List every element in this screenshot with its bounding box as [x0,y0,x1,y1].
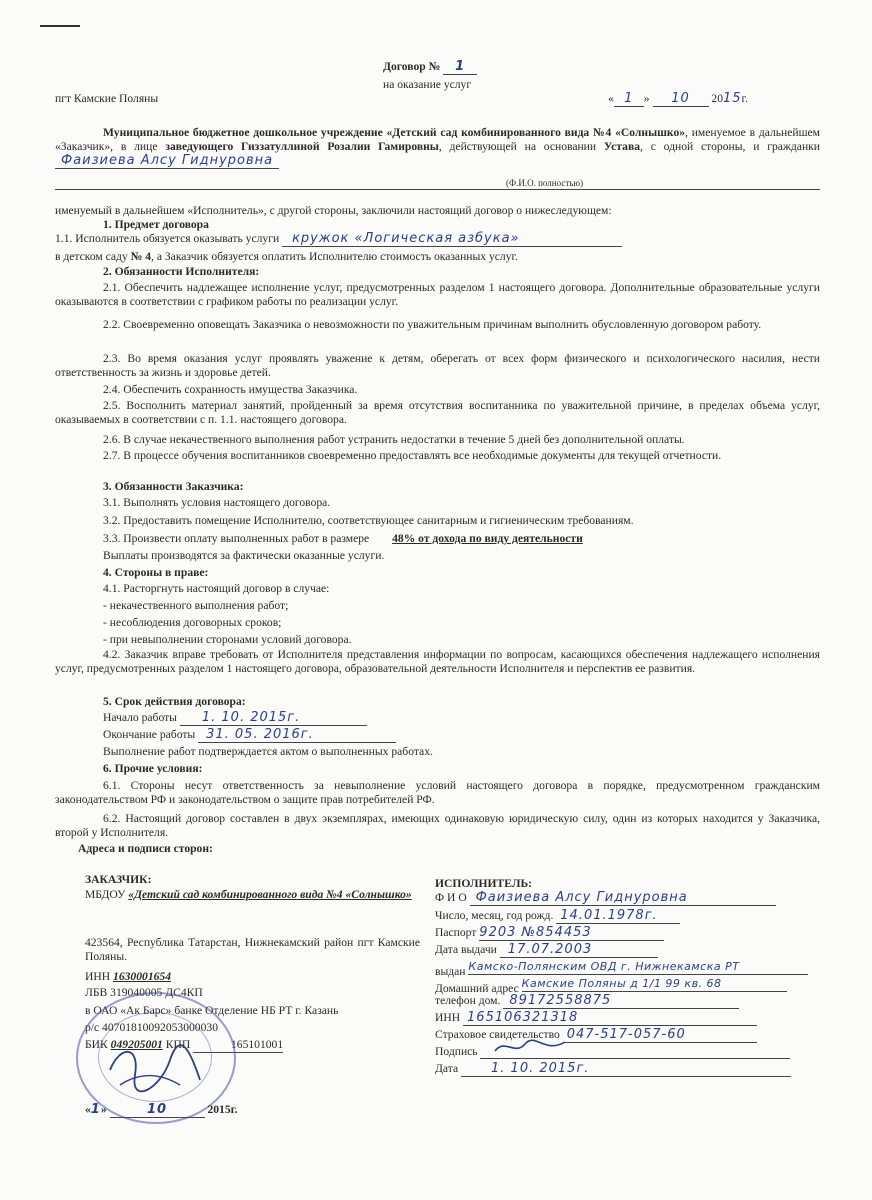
payments-note: Выплаты производятся за фактически оказанные услуги. [103,549,385,562]
contractor-sign-label: Подпись [435,1045,478,1058]
customer-lbv: ЛБВ 319040005 ДС4КП [85,986,203,999]
customer-address: 423564, Республика Татарстан, Нижнекамский район пгт Камские Поляны. [85,936,420,963]
clause-3-3 [103,532,583,546]
client-name: Фаизиева Алсу Гиднуровна [55,153,279,169]
clause-2-6: 2.6. В случае некачественного выполнения работ устранить недостатки в течение 5 дней без дополнительной оплаты. [103,433,685,446]
contractor-phone-row [435,994,739,1009]
contractor-fio-label: Ф И О [435,891,467,904]
contractor-snils-row [435,1028,757,1043]
intro-parties: именуемый в дальнейшем «Исполнитель», с другой стороны, заключили настоящий договор о нижеследующем: [55,204,612,217]
customer-kpp: 165101001 [193,1038,283,1053]
addresses-heading: Адреса и подписи сторон: [78,842,213,855]
contractor-birth-row [435,909,680,924]
contractor-birth: 14.01.1978г. [556,909,680,924]
head-name: заведующего Гиззатуллиной Розалии Гамировны [165,140,439,153]
clause-3-3-text: 3.3. Произвести оплату выполненных работ в размере [103,532,370,545]
start-label: Начало работы [103,711,177,724]
clause-2-2: 2.2. Своевременно оповещать Заказчика о невозможности по уважительным причинам выполнить обусловленную договором работу. [103,318,762,331]
contractor-snils: 047-517-057-60 [563,1028,757,1043]
customer-org-name: «Детский сад комбинированного вида №4 «Солнышко» [128,888,412,901]
contractor-birth-label: Число, месяц, год рожд. [435,909,554,922]
clause-4-2: 4.2. Заказчик вправе требовать от Исполнителя представления информации по вопросам, касающихся обеспечения надлежащего исполнения услуг, предусмотренных разделом 1 настоящего договора, образовательной деятельности Исполнителя и перспектив ее развития. [55,648,820,675]
contractor-issued-by: Камско-Полянским ОВД г. Нижнекамска РТ [468,960,808,975]
clause-3-2: 3.2. Предоставить помещение Исполнителю, соответствующее санитарным и гигиеническим требованиям. [103,514,634,527]
contractor-date-label: Дата [435,1062,459,1075]
date-close: » [643,92,650,105]
org-name: Муниципальное бюджетное дошкольное учреждение «Детский сад комбинированного вида №4 «Солнышко» [103,126,686,139]
customer-bank: в ОАО «Ак Барс» банке Отделение НБ РТ г. Казань [85,1004,339,1017]
charter: Устава [603,140,641,153]
section-4-heading: 4. Стороны в праве: [103,566,209,579]
customer-date-close: » [100,1103,107,1116]
contractor-issued-by-label: выдан [435,965,466,978]
completion-note: Выполнение работ подтверждается актом о выполненных работах. [103,745,433,758]
customer-bik: 049205001 [110,1038,163,1051]
customer-org-prefix: МБДОУ [85,888,126,901]
date-suffix: г. [741,92,748,105]
contractor-fio-row [435,891,776,906]
contractor-phone: 89172558875 [503,994,739,1009]
section-1-heading: 1. Предмет договора [103,218,209,231]
customer-inn-label: ИНН [85,970,111,983]
customer-date [85,1103,238,1118]
date-open: « [608,92,614,105]
section-5-heading: 5. Срок действия договора: [103,695,246,708]
contract-subtitle: на оказание услуг [383,78,472,91]
contractor-passport: 9203 №854453 [479,926,664,941]
contractor-date: 1. 10. 2015г. [461,1062,791,1077]
clause-6-2: 6.2. Настоящий договор составлен в двух экземплярах, имеющих одинаковую юридическую силу, один из которых находится у Заказчика, второй у Исполнителя. [55,812,820,839]
section-2-heading: 2. Обязанности Исполнителя: [103,265,260,278]
contractor-sign-row [435,1045,790,1059]
contractor-snils-label: Страховое свидетельство [435,1028,560,1041]
contractor-issue-date: 17.07.2003 [500,943,658,958]
section-6-heading: 6. Прочие условия: [103,762,203,775]
clause-1-1 [55,232,622,247]
date-year-prefix: 20 [711,92,723,105]
intro-text-1: , именуемое в дальнейшем «Заказчик», в лице [55,126,821,153]
customer-bik-label: БИК [85,1038,108,1051]
clause-2-7: 2.7. В процессе обучения воспитанников своевременно предоставлять все необходимые документы для текущей отчетности. [103,449,722,462]
fio-line [55,189,820,190]
customer-org [85,888,420,902]
end-value: 31. 05. 2016г. [198,728,396,743]
date-year: 15 [723,91,742,106]
list-item: - при невыполнении сторонами условий договора. [103,633,352,646]
customer-account: р/с 40701810092053000030 [85,1021,218,1034]
clause-1-1b-pre: в детском саду [55,250,128,263]
start-date-row [103,711,367,726]
clause-2-4: 2.4. Обеспечить сохранность имущества Заказчика. [103,383,358,396]
clause-2-5: 2.5. Восполнить материал занятий, пройденный за время отсутствия воспитанника по уважительной причине, в пределах объема услуг, оказываемых в соответствии с п. 1.1. настоящего договора. [55,399,820,426]
clause-1-1-text: 1.1. Исполнитель обязуется оказывать услуги [55,232,280,245]
contractor-inn-row [435,1011,757,1026]
intro-text-3: , с одной стороны, и гражданки [640,140,820,153]
clause-3-1: 3.1. Выполнять условия настоящего договора. [103,496,331,509]
kindergarten-number: № 4 [130,250,152,263]
contractor-passport-row [435,926,664,941]
contractor-home-label: Домашний адрес [435,982,519,995]
contractor-fio: Фаизиева Алсу Гиднуровна [470,891,776,906]
contractor-issue-label: Дата выдачи [435,943,497,956]
clause-1-1b [55,250,518,264]
contractor-inn: 165106321318 [463,1011,757,1026]
section-3-heading: 3. Обязанности Заказчика: [103,480,244,493]
customer-kpp-label: КПП [165,1038,191,1051]
service-name: кружок «Логическая азбука» [282,232,622,247]
contract-number: 1 [443,60,477,75]
intro-text-2: , действующей на основании [438,140,597,153]
contractor-signature [490,1036,570,1058]
contractor-inn-label: ИНН [435,1011,461,1024]
end-label: Окончание работы [103,728,196,741]
start-value: 1. 10. 2015г. [180,711,367,726]
top-rule [40,25,80,27]
contract-date [608,92,748,107]
contractor-home: Камские Поляны д 1/1 99 кв. 68 [522,977,787,992]
date-month: 10 [653,92,709,107]
contractor-passport-label: Паспорт [435,926,477,939]
contractor-phone-label: телефон дом. [435,994,501,1007]
customer-date-month: 10 [110,1103,205,1118]
customer-signature [100,1040,210,1100]
date-day: 1 [614,92,644,107]
intro-paragraph [55,126,820,168]
fio-caption: (Ф.И.О. полностью) [506,178,584,188]
list-item: - несоблюдения договорных сроков; [103,616,282,629]
customer-date-year: 2015г. [207,1103,238,1116]
contractor-issue-row [435,943,658,958]
customer-date-day: 1 [90,1102,101,1117]
clause-1-1b-post: , а Заказчик обязуется оплатить Исполнителю стоимость оказанных услуг. [151,250,518,263]
contract-place: пгт Камские Поляны [55,92,159,105]
clause-6-1: 6.1. Стороны несут ответственность за невыполнение условий настоящего договора в порядке, предусмотренном гражданским законодательством РФ и законодательством о защите прав потребителей РФ. [55,779,820,806]
clause-2-1: 2.1. Обеспечить надлежащее исполнение услуг, предусмотренных разделом 1 настоящего договора. Дополнительные образовательные услуги оказываются в соответствии с графиком работы по реализации услуг. [55,281,820,308]
contractor-heading: ИСПОЛНИТЕЛЬ: [435,877,533,890]
contract-title [383,60,477,75]
customer-inn-row [85,970,171,984]
contractor-date-row [435,1062,791,1077]
customer-heading: ЗАКАЗЧИК: [85,873,152,886]
payment-rate: 48% от дохода по виду деятельности [392,532,583,545]
title-text: Договор № [383,60,441,73]
clause-4-1: 4.1. Расторгнуть настоящий договор в случае: [103,582,330,595]
customer-date-open: « [85,1103,91,1116]
clause-2-3: 2.3. Во время оказания услуг проявлять уважение к детям, оберегать от всех форм физического и психологического насилия, нести ответственность за жизнь и здоровье детей. [55,352,820,379]
end-date-row [103,728,396,743]
customer-inn: 1630001654 [113,970,171,983]
list-item: - некачественного выполнения работ; [103,599,289,612]
